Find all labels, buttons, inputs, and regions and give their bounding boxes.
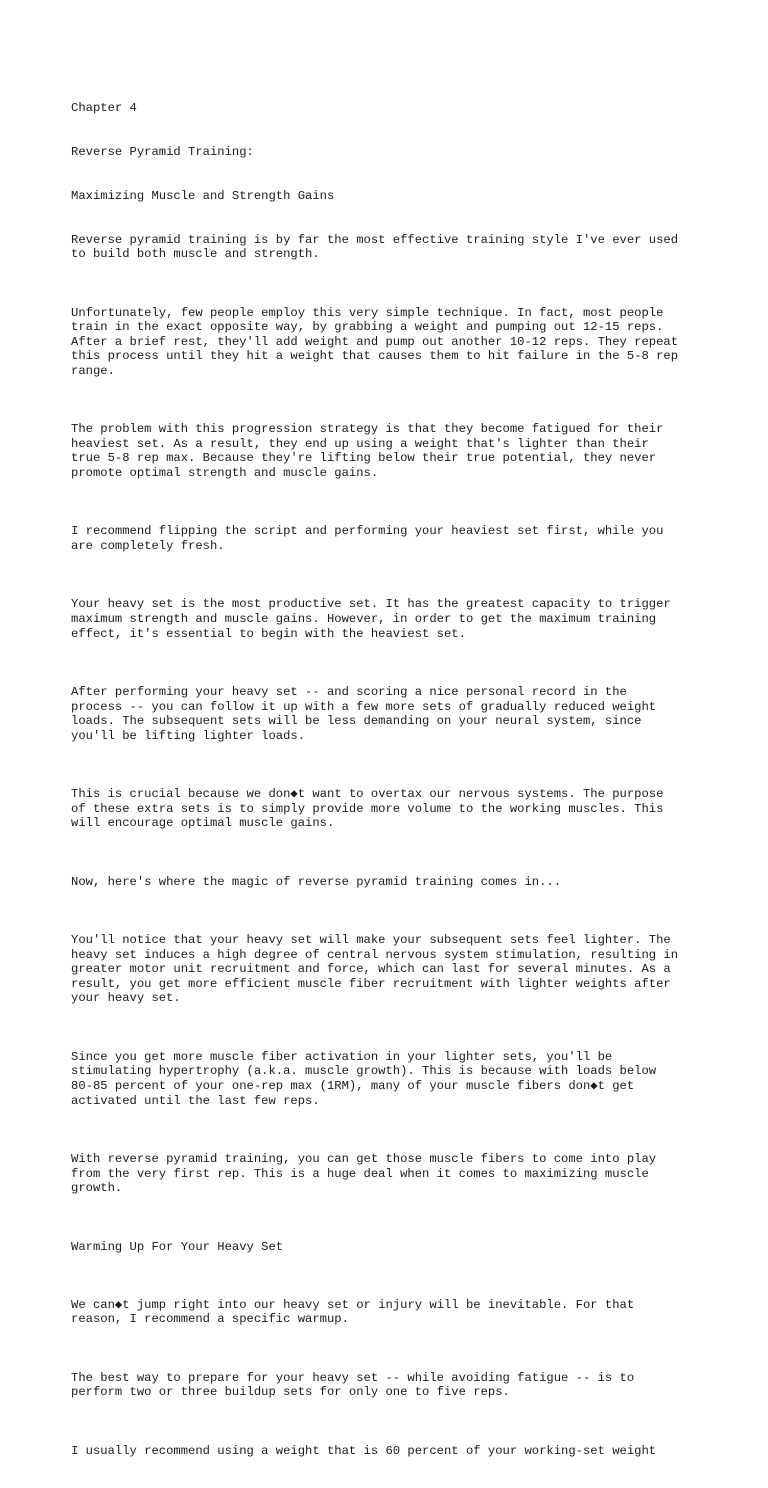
paragraph: Your heavy set is the most productive set. It has the greatest capacity to trigger maximum strength and muscle gains. However, in order to get the maximum training effect, it's essential to begin with the heaviest set. [71,597,671,641]
chapter-label: Chapter 4 [71,101,137,116]
paragraph: Now, here's where the magic of reverse pyramid training comes in... [71,874,562,889]
paragraph: You'll notice that your heavy set will make your subsequent sets feel lighter. The heavy set induces a high degree of central nervous system stimulation, resulting in greater motor unit recruitment and force, which can last for several minutes. As a result, you get more efficient muscle fiber recruitment with lighter weights after your heavy set. [71,933,679,1006]
paragraph: Reverse pyramid training is by far the most effective training style I've ever used to build both muscle and strength. [71,232,679,262]
chapter-title-line-2: Maximizing Muscle and Strength Gains [71,188,335,203]
paragraph: I usually recommend using a weight that is 60 percent of your working-set weight [71,1443,657,1458]
paragraph: After performing your heavy set -- and scoring a nice personal record in the process -- you can follow it up with a few more sets of gradually reduced weight loads. The subsequent sets will be less demanding on your neural system, since you'll be lifting lighter loads. [71,684,657,743]
paragraph: This is crucial because we don◆t want to overtax our nervous systems. The purpose of these extra sets is to simply provide more volume to the working muscles. This will encourage optimal muscle gains. [71,787,664,831]
document-page [71,72,731,1488]
paragraph: With reverse pyramid training, you can get those muscle fibers to come into play from the very first rep. This is a huge deal when it comes to maximizing muscle growth. [71,1151,657,1196]
paragraph: We can◆t jump right into our heavy set or injury will be inevitable. For that reason, I recommend a specific warmup. [71,1297,635,1327]
paragraph: I recommend flipping the script and performing your heaviest set first, while you are completely fresh. [71,524,664,553]
section-heading: Warming Up For Your Heavy Set [71,1239,284,1254]
paragraph: Since you get more muscle fiber activation in your lighter sets, you'll be stimulating hypertrophy (a.k.a. muscle growth). This is because with loads below 80-85 percent of your one-rep max (1RM), many of your muscle fibers don◆t get activated until the last few reps. [71,1049,657,1108]
chapter-title-line-1: Reverse Pyramid Training: [71,144,254,159]
paragraph: The problem with this progression strategy is that they become fatigued for their heaviest set. As a result, they end up using a weight that's lighter than their true 5-8 rep max. Because they're lifting below their true potential, they never promote optimal strength and muscle gains. [71,422,664,481]
paragraph: The best way to prepare for your heavy set -- while avoiding fatigue -- is to perform two or three buildup sets for only one to five reps. [71,1370,635,1400]
paragraph: Unfortunately, few people employ this very simple technique. In fact, most people train in the exact opposite way, by grabbing a weight and pumping out 12-15 reps. After a brief rest, they'll add weight and pump out another 10-12 reps. They repeat this process until they hit a weight that causes them to hit failure in the 5-8 rep range. [71,305,679,378]
